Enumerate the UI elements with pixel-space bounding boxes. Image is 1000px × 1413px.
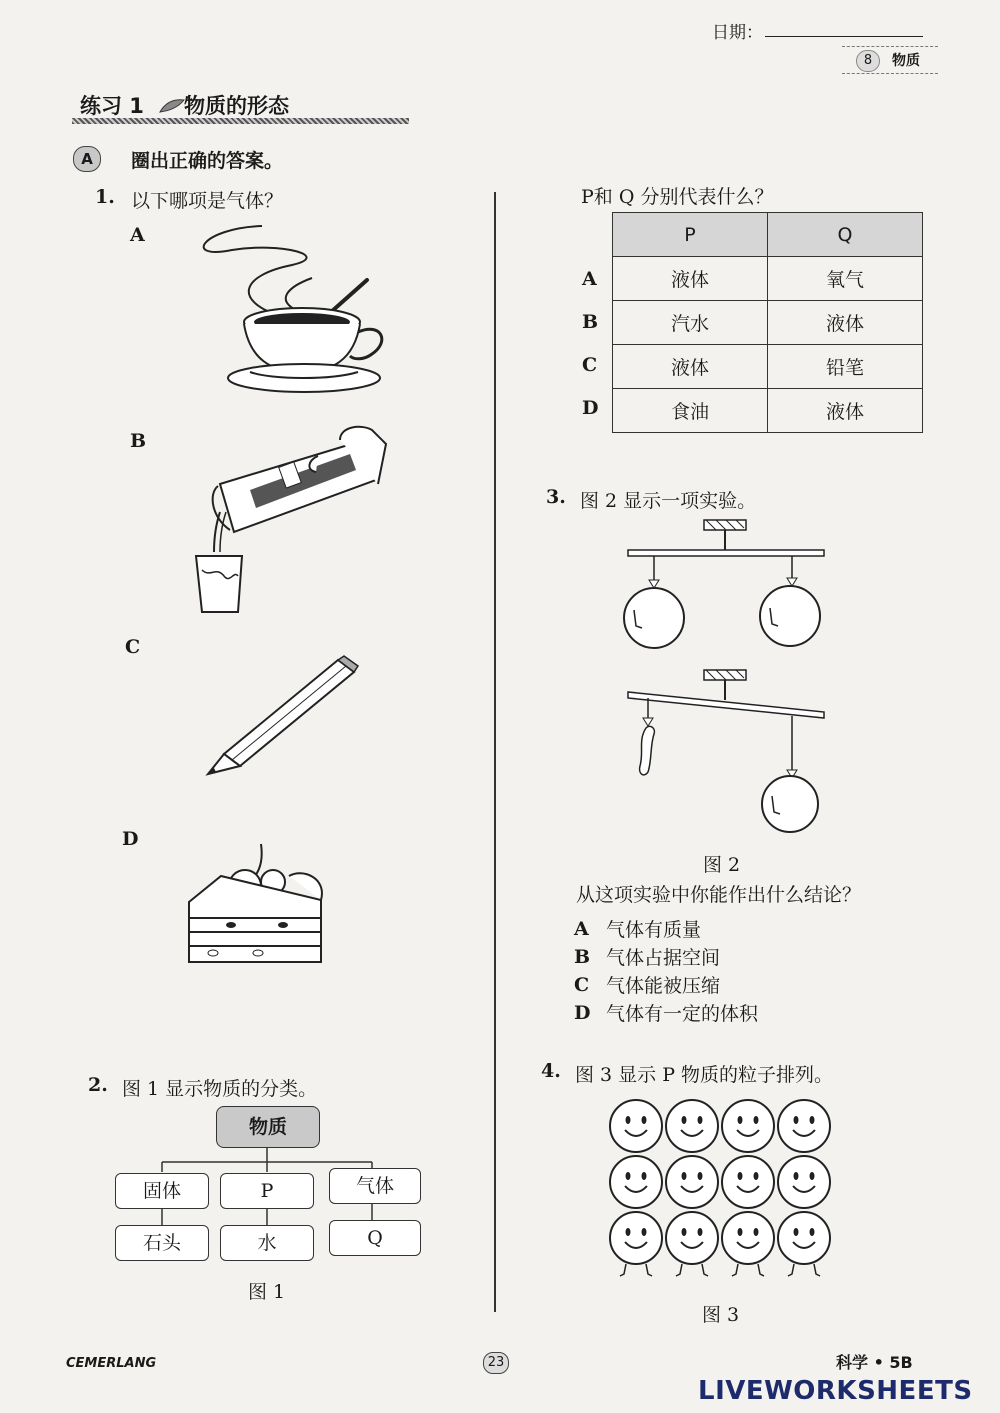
drink-can-icon <box>190 420 390 620</box>
q4-text: 图 3 显示 P 物质的粒子排列。 <box>575 1064 834 1086</box>
q2-option-a[interactable]: A <box>582 268 597 290</box>
q3-option-c[interactable]: C <box>574 974 590 996</box>
table-header-p: P <box>613 213 768 257</box>
particle-arrangement-figure <box>604 1094 844 1284</box>
diagram-solid-box: 固体 <box>115 1173 209 1209</box>
diagram-p-box: P <box>220 1173 314 1209</box>
q3-text: 图 2 显示一项实验。 <box>580 490 757 512</box>
leaf-icon <box>158 96 186 114</box>
figure-2-caption: 图 2 <box>703 854 741 876</box>
balance-experiment-figure <box>620 516 840 836</box>
q2-text: 图 1 显示物质的分类。 <box>122 1078 318 1100</box>
pencil-icon <box>200 654 360 778</box>
particle <box>610 1100 662 1152</box>
figure-1-caption: 图 1 <box>248 1281 286 1303</box>
subject-label: 科学 • 5B <box>836 1353 913 1372</box>
diagram-water-box: 水 <box>220 1225 314 1261</box>
q1-text: 以下哪项是气体？ <box>131 190 284 212</box>
q2-option-c[interactable]: C <box>582 354 598 376</box>
table-cell: 铅笔 <box>768 345 923 389</box>
particle <box>722 1100 774 1152</box>
particle <box>778 1100 830 1152</box>
table-row <box>613 257 923 301</box>
q2-option-d[interactable]: D <box>582 397 599 419</box>
particle <box>778 1156 830 1208</box>
q3-option-d[interactable]: D <box>574 1002 591 1024</box>
pq-table <box>612 212 923 433</box>
table-cell: 氧气 <box>768 257 923 301</box>
exercise-number: 练习 1 <box>80 94 144 118</box>
particle <box>610 1156 662 1208</box>
cake-slice-icon <box>183 838 333 968</box>
q3-option-a[interactable]: A <box>574 918 589 940</box>
exercise-topic: 物质的形态 <box>184 94 289 118</box>
q1-option-b[interactable]: B <box>130 430 147 452</box>
diagram-gas-box: 气体 <box>329 1168 421 1204</box>
table-header-q: Q <box>768 213 923 257</box>
diagram-stone-box: 石头 <box>115 1225 209 1261</box>
particle <box>778 1212 830 1276</box>
table-row <box>613 301 923 345</box>
particle <box>722 1156 774 1208</box>
q2-question: P和 Q 分别代表什么？ <box>581 186 774 208</box>
section-badge: A <box>73 146 101 172</box>
column-divider <box>494 192 496 1312</box>
table-cell: 汽水 <box>613 301 768 345</box>
particle <box>666 1212 718 1276</box>
particle <box>666 1100 718 1152</box>
q3-option-b[interactable]: B <box>574 946 591 968</box>
date-input-line[interactable] <box>765 36 923 37</box>
q1-option-d[interactable]: D <box>122 828 139 850</box>
page-number: 23 <box>483 1352 509 1374</box>
coffee-cup-icon <box>172 220 392 398</box>
q4-number: 4. <box>541 1060 561 1082</box>
exercise-title-bar <box>72 88 409 118</box>
q3-option-b-text[interactable]: 气体占据空间 <box>606 947 721 969</box>
table-row <box>613 389 923 433</box>
q1-number: 1. <box>95 186 115 208</box>
table-row <box>613 345 923 389</box>
table-cell: 液体 <box>768 389 923 433</box>
figure-3-caption: 图 3 <box>702 1304 740 1326</box>
publisher-logo: CEMERLANG <box>66 1356 157 1371</box>
q1-option-c[interactable]: C <box>125 636 141 658</box>
table-cell: 液体 <box>613 345 768 389</box>
particle <box>610 1212 662 1276</box>
table-cell: 液体 <box>768 301 923 345</box>
date-label: 日期： <box>712 23 763 43</box>
chapter-number: 8 <box>856 50 880 72</box>
particle <box>666 1156 718 1208</box>
liveworksheets-logo[interactable]: LIVEWORKSHEETS <box>698 1376 973 1406</box>
q1-option-a[interactable]: A <box>130 224 145 246</box>
instruction-text: 圈出正确的答案。 <box>131 150 284 172</box>
q3-option-a-text[interactable]: 气体有质量 <box>606 919 702 941</box>
diagram-q-box: Q <box>329 1220 421 1256</box>
q3-number: 3. <box>546 486 566 508</box>
q3-question: 从这项实验中你能作出什么结论？ <box>576 884 862 906</box>
chapter-title: 物质 <box>892 53 920 69</box>
q2-option-b[interactable]: B <box>582 311 599 333</box>
title-underline <box>72 118 409 124</box>
table-cell: 食油 <box>613 389 768 433</box>
particle <box>722 1212 774 1276</box>
table-cell: 液体 <box>613 257 768 301</box>
q2-number: 2. <box>88 1074 108 1096</box>
q3-option-d-text[interactable]: 气体有一定的体积 <box>606 1003 759 1025</box>
q3-option-c-text[interactable]: 气体能被压缩 <box>606 975 721 997</box>
diagram-root-box: 物质 <box>216 1106 320 1148</box>
